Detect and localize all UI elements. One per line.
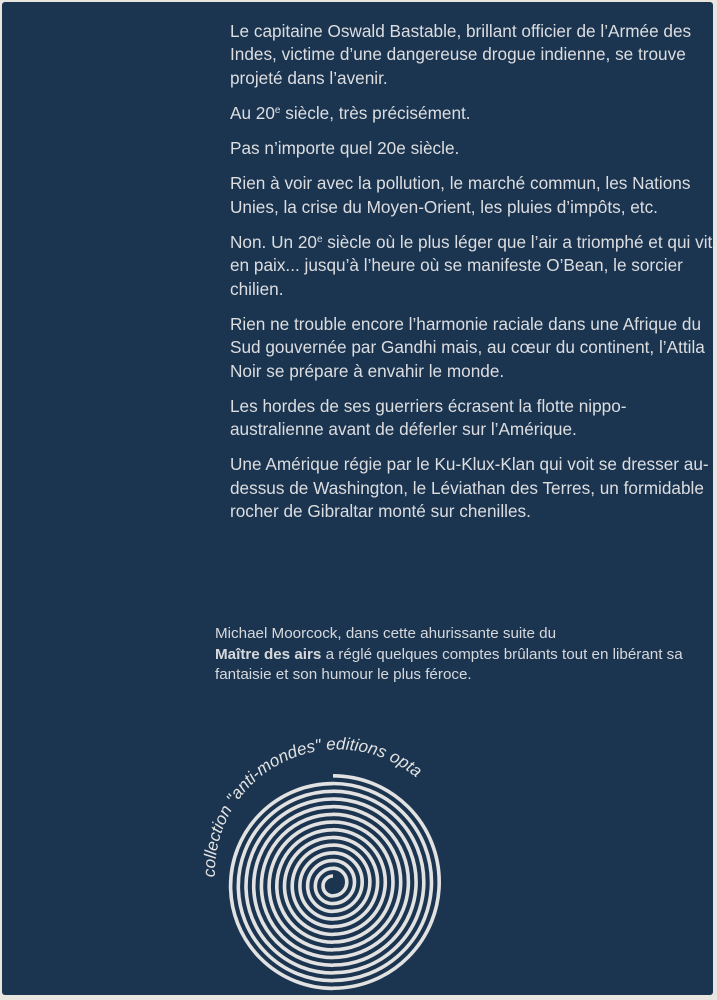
spiral-rings-icon [187,717,477,995]
credit-rest: a réglé quelques comptes brûlants tout en libérant sa fantaisie et son humour le plus féroce. [215,645,683,683]
blurb-paragraph-2-end: siècle, très précisément. [280,102,471,123]
superscript-e: e [274,104,281,116]
collection-arc-text: collection "anti-mondes" editions opta [199,734,426,878]
blurb-paragraph-4: Rien à voir avec la pollution, le marché commun, les Nations Unies, la crise du Moyen-Orient, les pluies d’impôts, etc. [230,173,691,217]
credit-line-1: Michael Moorcock, dans cette ahurissante suite du [215,625,557,642]
blurb-paragraph-2-start: Au 20 [230,102,275,123]
author-credit [215,624,709,686]
logo-center-dot [327,878,339,890]
book-title: Maître des airs [215,645,322,663]
publisher-logo [187,717,477,995]
blurb-paragraph-1: Le capitaine Oswald Bastable, brillant officier de l’Armée des Indes, victime d’une dangereuse drogue indienne, se trouve projeté dans l’avenir. [230,21,692,88]
back-cover [2,2,713,995]
blurb-paragraph-5-end: siècle où le plus léger que l’air a triomphé et qui vit en paix... jusqu’à l’heure où se manifeste O’Bean, le sorcier chilien. [230,232,713,299]
blurb-paragraph-8: Une Amérique régie par le Ku-Klux-Klan qui voit se dresser au-dessus de Washington, le Léviathan des Terres, un formidable rocher de Gibraltar monté sur chenilles. [230,454,709,522]
blurb-paragraph-6: Rien ne trouble encore l’harmonie raciale dans une Afrique du Sud gouvernée par Gandhi mais, au cœur du continent, l’Attila Noir se prépare à envahir le monde. [230,313,705,381]
blurb-paragraph-5 [230,231,713,301]
superscript-e: e [316,234,323,246]
credit-line-2 [215,645,709,686]
blurb-paragraph-7: Les hordes de ses guerriers écrasent la flotte nippo-australienne avant de déferler sur l’Amérique. [230,395,627,440]
blurb-paragraph-3: Pas n’importe quel 20e siècle. [230,138,460,159]
blurb-paragraph-2 [230,102,713,125]
blurb-text [230,20,713,535]
blurb-paragraph-5-start: Non. Un 20 [230,232,317,253]
